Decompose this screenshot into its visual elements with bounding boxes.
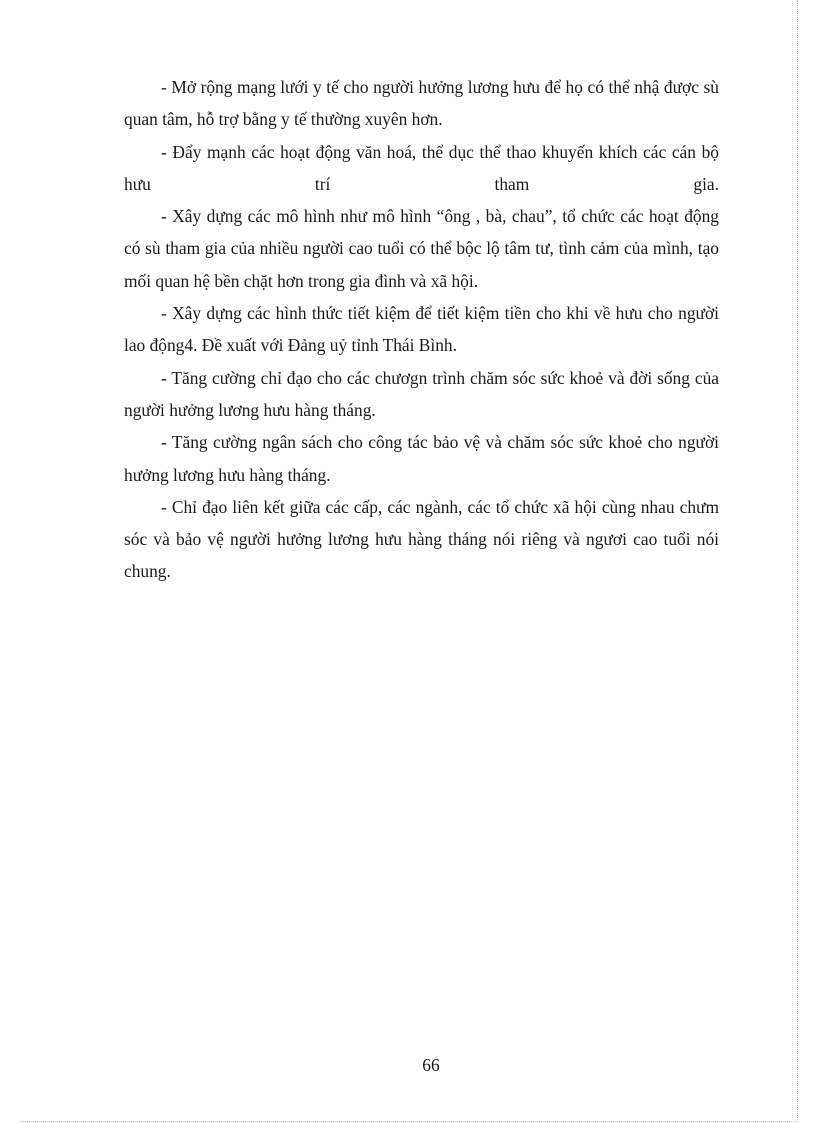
- page-right-border: [797, 0, 798, 1122]
- paragraph-budget: - Tăng cường ngân sách cho công tác bảo vệ và chăm sóc sức khoẻ cho người hưởng lương hưu hàng tháng.: [124, 432, 719, 485]
- paragraph-savings: - Xây dựng các hình thức tiết kiệm để tiết kiệm tiền cho khi về hưu cho người lao động4. Đề xuất với Đảng uỷ tỉnh Thái Bình.: [124, 303, 719, 356]
- paragraph-culture-sports: - Đẩy mạnh các hoạt động văn hoá, thể dục thể thao khuyến khích các cán bộ hưu trí tham gia.: [124, 141, 719, 194]
- paragraph-family-model: - Xây dựng các mô hình như mô hình “ông , bà, chau”, tổ chức các hoạt động có sù tham gia của nhiều người cao tuổi có thể bộc lộ tâm tư, tình cảm của mình, tạo mối quan hệ bền chặt hơn trong gia đình và xã hội.: [124, 206, 719, 291]
- paragraph-care-programs: - Tăng cường chỉ đạo cho các chươgn trình chăm sóc sức khoẻ và đời sống của người hưởng lương hưu hàng tháng.: [124, 367, 719, 420]
- paragraph-coordination: - Chỉ đạo liên kết giữa các cấp, các ngành, các tổ chức xã hội cùng nhau chưm sóc và bảo vệ người hưởng lương hưu hàng tháng nói riêng và ngươi cao tuổi nói chung.: [124, 496, 719, 582]
- page-bottom-border: [20, 1121, 798, 1122]
- document-body: [124, 71, 719, 588]
- page-number: 66: [422, 1055, 440, 1075]
- paragraph-health-network: - Mở rộng mạng lưới y tế cho người hưởng lương hưu để họ có thể nhậ được sù quan tâm, hỗ trợ bằng y tế thường xuyên hơn.: [124, 77, 719, 130]
